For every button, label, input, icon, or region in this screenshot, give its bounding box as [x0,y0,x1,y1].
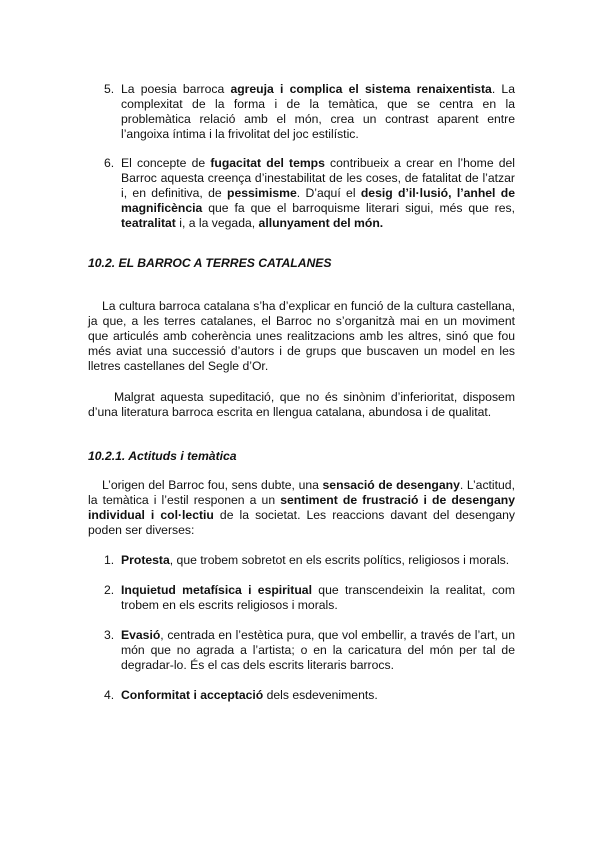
list-item-text [121,688,378,702]
text-run: . La complexitat de la forma i de la temàtica, que se centra en la problemàtica relació amb el món, crea un contrast aparent entre l’angoixa íntima i la frivolitat del joc estilístic. [121,82,515,141]
bold-text-run: Protesta [121,553,170,567]
text-run: , que trobem sobretot en els escrits polítics, religiosos i morals. [169,553,510,567]
text-run: L’origen del Barroc fou, sens dubte, una [102,478,323,492]
bold-text-run: desig d’il·lusió, l’anhel de magnificència [121,186,515,215]
text-run: El concepte de [121,156,211,170]
list-item-number: 3. [104,628,115,642]
bold-text-run: teatralitat [121,216,176,230]
list-item-text [121,156,515,230]
bold-text-run: pessimisme [227,186,297,200]
section-paragraph: Malgrat aquesta supeditació, que no és sinònim d’inferioritat, disposem d’una literatura barroca escrita en llengua catalana, abundosa i de qualitat. [88,390,515,419]
list-item [88,583,515,613]
list-item-number: 1. [104,553,115,567]
list-item [88,82,515,142]
text-run: de la societat. Les reaccions davant del desengany poden ser diverses: [88,508,515,537]
list-item [88,553,515,568]
bold-text-run: sensació de desengany [322,478,460,492]
text-run: , centrada en l’estètica pura, que vol embellir, a través de l’art, un món que no agrada a l’artista; o en la caricatura del món per tal de degradar-lo. És el cas dels escrits literaris barrocs. [121,628,515,672]
bold-text-run: Inquietud metafísica i espiritual [121,583,312,597]
list-item-text [121,553,509,567]
list-item-number: 4. [104,688,115,702]
section-paragraph: La cultura barroca catalana s’ha d’explicar en funció de la cultura castellana, ja que, a les terres catalanes, el Barroc no s’organitzà mai en un moviment que articulés amb coherència unes realitzacions amb les altres, sinó que fou més aviat una successió d’autors i de grups que buscaven un model en les lletres castellanes del Segle d’Or. [88,299,515,373]
list-item-number: 2. [104,583,115,597]
bold-text-run: sentiment de frustració i de desengany individual i col·lectiu [88,493,515,522]
text-run: contribueix a crear en l’home del Barroc aquesta creença d’inestabilitat de les coses, de fatalitat de l’atzar i, en definitiva, de [121,156,516,200]
section-heading: 10.2. EL BARROC A TERRES CATALANES [88,256,332,270]
list-item [88,688,515,703]
bold-text-run: Evasió [121,628,161,642]
text-run: La poesia barroca [121,82,231,96]
list-item [88,628,515,673]
reactions-numbered-list [88,553,515,703]
list-item-number: 5. [104,82,115,96]
list-item-text [121,82,515,141]
list-item-text [121,628,515,672]
text-run: i, a la vegada, [175,216,259,230]
text-run: que fa que el barroquisme literari sigui, més que res, [202,201,515,215]
subsection-intro-paragraph [88,478,515,538]
text-run: que transcendeixin la realitat, com trobem en els escrits religiosos i morals. [121,583,515,612]
text-run: . D’aquí el [296,186,361,200]
subsection-heading: 10.2.1. Actituds i temàtica [88,449,237,463]
list-item-number: 6. [104,156,115,170]
list-item [88,156,515,231]
text-run: dels esdeveniments. [263,688,378,702]
bold-text-run: agreuja i complica el sistema renaixentista [230,82,492,96]
document-page [88,82,515,703]
text-run: . L’actitud, la temàtica i l’estil responen a un [88,478,515,507]
list-item-text [121,583,515,612]
intro-numbered-list [88,82,515,231]
bold-text-run: allunyament del món. [258,216,384,230]
bold-text-run: fugacitat del temps [210,156,325,170]
bold-text-run: Conformitat i acceptació [121,688,264,702]
